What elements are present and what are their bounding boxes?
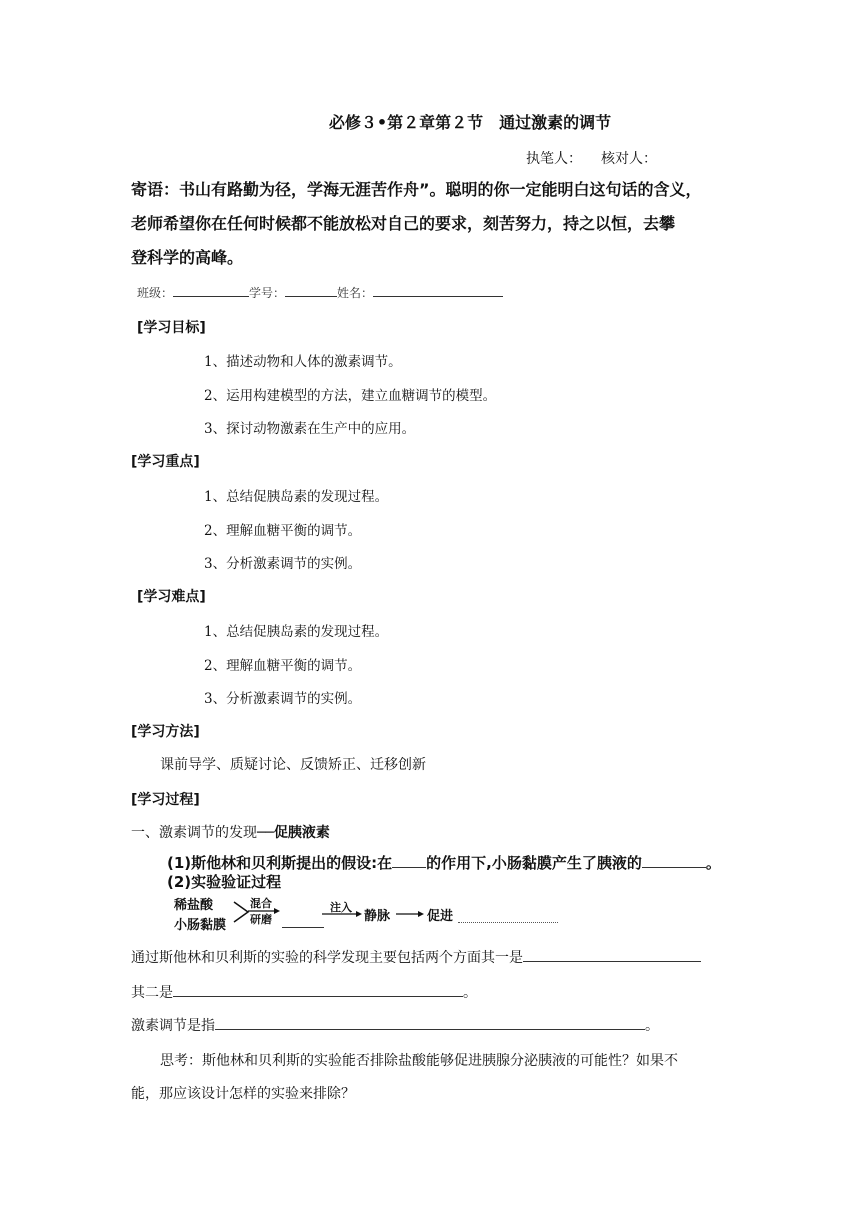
methods-text: 课前导学、质疑讨论、反馈矫正、迁移创新: [160, 757, 426, 773]
arrow-icon: [396, 911, 424, 917]
grind-label: 研磨: [250, 913, 272, 926]
promote-label: 促进: [427, 909, 454, 924]
think-line-2: 能，那应该设计怎样的实验来排除？: [131, 1086, 355, 1102]
student-info: [137, 284, 503, 301]
question-3-text: 激素调节是指: [131, 1018, 215, 1034]
motto-line-2: 老师希望你在任何时候都不能放松对自己的要求，刻苦努力，持之以恒，去攀: [131, 214, 676, 233]
answer-blank-2[interactable]: [173, 982, 463, 997]
part1-prefix: 一、激素调节的发现──: [131, 825, 274, 841]
inject-label: 注入: [330, 901, 352, 914]
key-point-item: 3、分析激素调节的实例。: [204, 556, 362, 572]
mucosa-label: 小肠黏膜: [174, 918, 227, 933]
number-label: 学号：: [249, 286, 286, 300]
key-point-item: 2、理解血糖平衡的调节。: [204, 523, 362, 539]
number-field[interactable]: [285, 284, 337, 297]
page-title: 必修３•第２章第２节 通过激素的调节: [328, 113, 612, 132]
motto-line-3: 登科学的高峰。: [131, 248, 244, 267]
part1-title: [131, 822, 330, 842]
mix-label: 混合: [250, 897, 272, 910]
hypothesis-line: [167, 852, 721, 873]
question-3-end: 。: [645, 1018, 659, 1034]
answer-blank-1[interactable]: [523, 947, 701, 962]
question-1: [131, 947, 701, 967]
difficulty-item: 2、理解血糖平衡的调节。: [204, 658, 362, 674]
class-label: 班级：: [137, 286, 174, 300]
goal-item: 3、探讨动物激素在生产中的应用。: [204, 421, 416, 437]
writer-label: 执笔人：: [526, 151, 582, 167]
difficulty-item: 1、总结促胰岛素的发现过程。: [204, 624, 389, 640]
vein-label: 静脉: [364, 909, 391, 924]
checker-label: 核对人：: [601, 151, 657, 167]
acid-label: 稀盐酸: [174, 898, 214, 913]
methods-heading: [学习方法]: [131, 724, 200, 740]
hypothesis-blank-1[interactable]: [392, 853, 426, 868]
arrow-icon: [322, 911, 362, 917]
difficulties-heading: [学习难点]: [137, 589, 206, 605]
goals-heading: [学习目标]: [137, 320, 206, 336]
process-heading: [学习过程]: [131, 792, 200, 808]
key-points-heading: [学习重点]: [131, 454, 200, 470]
goal-item: 1、描述动物和人体的激素调节。: [204, 354, 402, 370]
goal-item: 2、运用构建模型的方法，建立血糖调节的模型。: [204, 388, 497, 404]
name-field[interactable]: [373, 284, 503, 297]
hypothesis-text-a: (1)斯他林和贝利斯提出的假设:在: [167, 854, 393, 872]
class-field[interactable]: [173, 284, 249, 297]
question-1-text: 通过斯他林和贝利斯的实验的科学发现主要包括两个方面其一是: [131, 950, 523, 966]
hypothesis-text-c: 。: [705, 854, 721, 872]
question-2-end: 。: [463, 985, 477, 1001]
hypothesis-text-b: 的作用下,小肠黏膜产生了胰液的: [426, 854, 642, 872]
hypothesis-blank-2[interactable]: [642, 853, 706, 868]
key-point-item: 1、总结促胰岛素的发现过程。: [204, 489, 389, 505]
think-line-1: 思考：斯他林和贝利斯的实验能否排除盐酸能够促进胰腺分泌胰液的可能性？如果不: [160, 1053, 678, 1069]
filtrate-blank[interactable]: [282, 916, 324, 928]
motto-line-1: 寄语：书山有路勤为径，学海无涯苦作舟”。聪明的你一定能明白这句话的含义，: [131, 180, 702, 199]
name-label: 姓名：: [337, 286, 374, 300]
answer-blank-3[interactable]: [215, 1015, 645, 1030]
question-3: [131, 1015, 659, 1035]
result-blank[interactable]: [458, 918, 558, 923]
verify-heading: (2)实验验证过程: [167, 873, 282, 891]
part1-bold: 促胰液素: [273, 825, 330, 841]
question-2: [131, 982, 477, 1002]
difficulty-item: 3、分析激素调节的实例。: [204, 691, 362, 707]
question-2-text: 其二是: [131, 985, 173, 1001]
arrow-icon: [248, 908, 280, 914]
